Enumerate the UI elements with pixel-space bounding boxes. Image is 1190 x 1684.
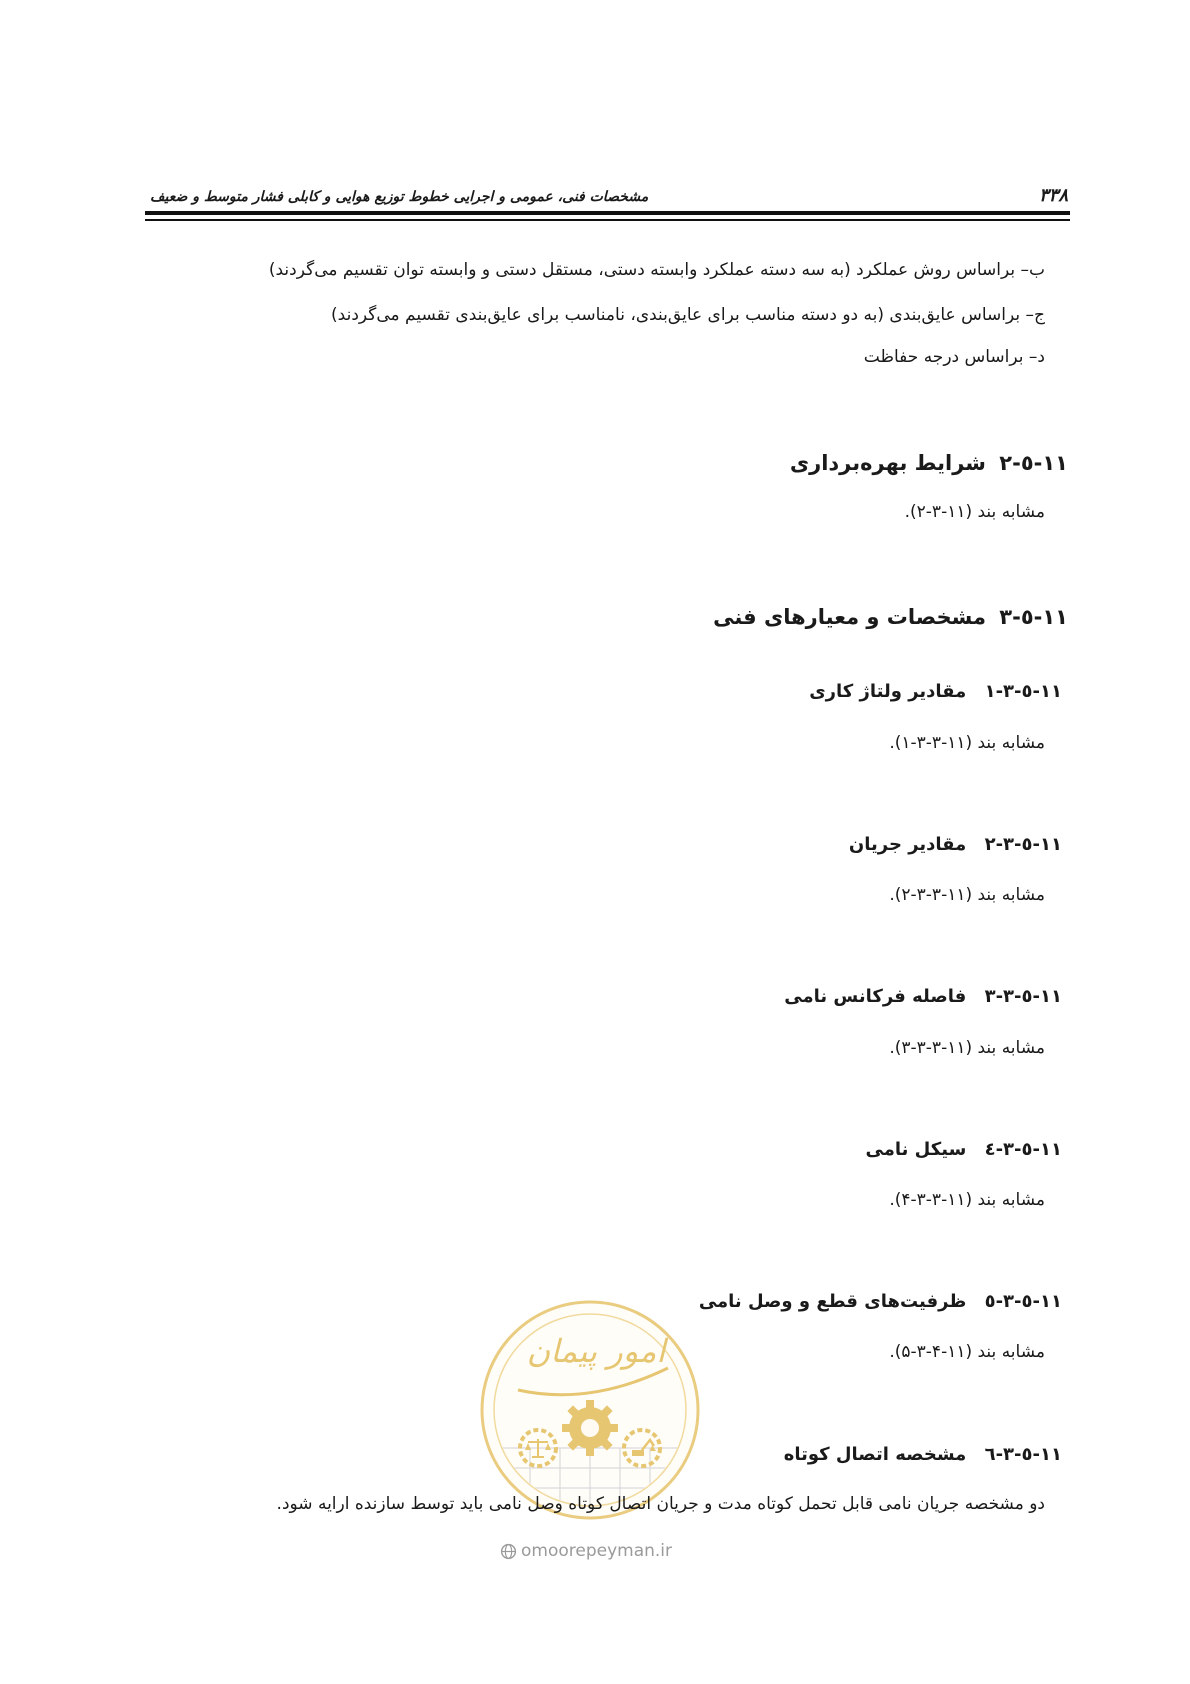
subsection-title: مقادیر جریان [848,834,967,855]
watermark-site [500,1538,672,1564]
section-heading-operating-conditions [145,447,1068,479]
subsection-title: مشخصه اتصال کوتاه [783,1444,967,1465]
watermark-logo [478,1298,702,1522]
subsection-heading-rated-frequency [145,982,1062,1012]
running-title: مشخصات فنی، عمومی و اجرایی خطوط توزیع هوایی و کابلی فشار متوسط و ضعیف [150,189,649,205]
subsection-title: فاصله فرکانس نامی [784,986,967,1007]
subsection-number: ١١-٥-٣-٥ [984,1291,1062,1312]
subsection-number: ١١-٥-٣-٤ [984,1139,1062,1160]
subsection-heading-switching-capacity [145,1287,1062,1317]
header-rule-thin [145,219,1070,221]
subsection-title: سیکل نامی [865,1139,967,1160]
section-title: مشخصات و معیارهای فنی [713,605,986,629]
subsection-body: مشابه بند (۱۱-۳-۳-۲). [889,885,1045,905]
section-number: ١١-٥-٢ [999,451,1068,475]
logo-text: امور پیمان [526,1332,666,1370]
section-title: شرایط بهره‌برداری [789,451,986,475]
subsection-number: ١١-٥-٣-٣ [984,986,1062,1007]
globe-icon [500,1543,517,1560]
subsection-heading-current-values [145,830,1062,860]
subsection-title: مقادیر ولتاژ کاری [809,681,967,702]
watermark-site-text: omoorepeyman.ir [521,1541,673,1561]
subsection-number: ١١-٥-٣-٢ [984,834,1062,855]
section-number: ١١-٥-٣ [999,605,1068,629]
subsection-body: مشابه بند (۱۱-۴-۳-۵). [889,1342,1045,1362]
list-item: ب– براساس روش عملکرد (به سه دسته عملکرد وابسته دستی، مستقل دستی و وابسته توان تقسیم می‌گردند) [268,260,1045,280]
page-number: ۳۳۸ [1038,185,1068,206]
subsection-body: مشابه بند (۱۱-۳-۳-۱). [889,733,1045,753]
section-body: مشابه بند (۱۱-۳-۲). [904,502,1045,522]
subsection-body: مشابه بند (۱۱-۳-۳-۴). [889,1190,1045,1210]
subsection-body: مشابه بند (۱۱-۳-۳-۳). [889,1038,1045,1058]
list-item: ج– براساس عایق‌بندی (به دو دسته مناسب برای عایق‌بندی، نامناسب برای عایق‌بندی تقسیم می‌گردند) [331,305,1045,325]
header-rule-thick [145,211,1070,215]
subsection-number: ١١-٥-٣-١ [984,681,1062,702]
subsection-number: ١١-٥-٣-٦ [984,1444,1062,1465]
list-item: د– براساس درجه حفاظت [863,347,1045,367]
subsection-heading-operating-voltage [145,677,1062,707]
section-heading-technical-specs [145,601,1068,633]
subsection-title: ظرفیت‌های قطع و وصل نامی [698,1291,967,1312]
subsection-heading-short-circuit [145,1440,1062,1470]
subsection-body: دو مشخصه جریان نامی قابل تحمل کوتاه مدت و جریان اتصال کوتاه وصل نامی باید توسط سازنده ارایه شود. [276,1494,1045,1514]
subsection-heading-rated-cycle [145,1135,1062,1165]
